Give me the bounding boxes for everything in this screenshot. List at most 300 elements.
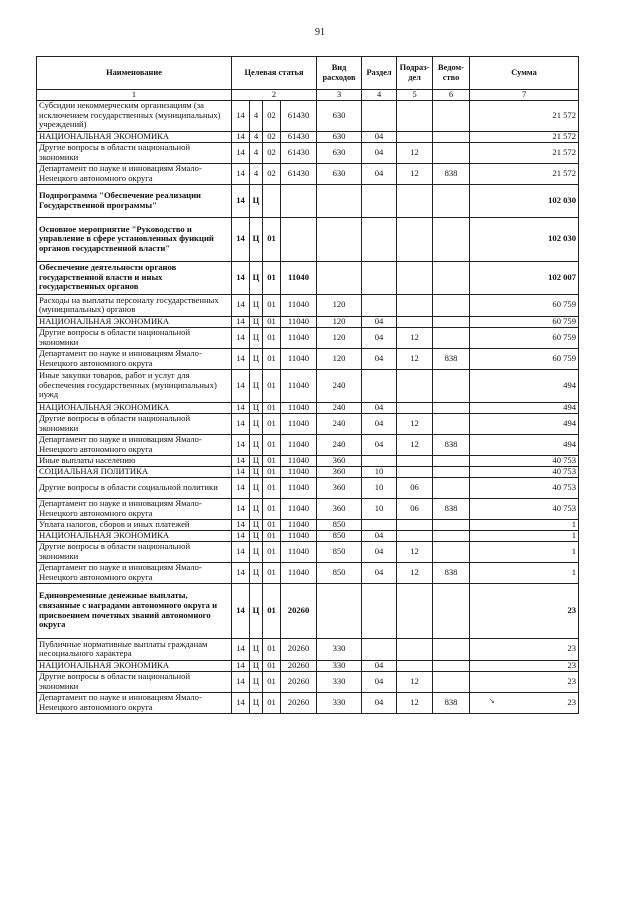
row-name: Публичные нормативные выплаты гражданам несоциального характера: [37, 638, 232, 660]
subsection-cell: [397, 530, 433, 541]
table-row: [37, 530, 579, 541]
row-name: Субсидии некоммерческим организациям (за исключением государственных (муниципальных) учреждений): [37, 100, 232, 131]
subsection-cell: 12: [397, 327, 433, 348]
row-name: Расходы на выплаты персоналу государственных (муниципальных) органов: [37, 294, 232, 316]
table-row: [37, 562, 579, 583]
expense-type-cell: 360: [317, 477, 362, 498]
target-code-direction: 11040: [281, 477, 317, 498]
table-row: [37, 369, 579, 402]
table-row: [37, 413, 579, 434]
sum-cell: 23: [470, 671, 579, 692]
header-sum: Сумма: [470, 57, 579, 90]
table-row: [37, 660, 579, 671]
target-code-program: 14: [232, 163, 250, 184]
target-code-subprogram: Ц: [250, 530, 263, 541]
table-row: [37, 131, 579, 142]
section-cell: 04: [362, 348, 397, 369]
department-cell: 838: [433, 348, 470, 369]
expense-type-cell: 120: [317, 327, 362, 348]
target-code-direction: 11040: [281, 498, 317, 519]
department-cell: [433, 369, 470, 402]
subsection-cell: [397, 455, 433, 466]
section-cell: 04: [362, 142, 397, 163]
department-cell: [433, 466, 470, 477]
expense-type-cell: [317, 184, 362, 217]
row-name: Основное мероприятие "Руководство и управление в сфере установленных функций органов государственной власти": [37, 217, 232, 261]
row-name: Департамент по науке и инновациям Ямало-Ненецкого автономного округа: [37, 562, 232, 583]
target-code-direction: 61430: [281, 100, 317, 131]
target-code-direction: 11040: [281, 519, 317, 530]
row-name: Департамент по науке и инновациям Ямало-Ненецкого автономного округа: [37, 163, 232, 184]
sum-cell: 21 572: [470, 142, 579, 163]
sum-cell: 23: [470, 583, 579, 638]
target-code-program: 14: [232, 583, 250, 638]
row-name: Другие вопросы в области национальной экономики: [37, 671, 232, 692]
sum-cell: 40 753: [470, 498, 579, 519]
target-code-activity: [263, 184, 281, 217]
section-cell: 04: [362, 660, 397, 671]
sum-cell: 1: [470, 541, 579, 562]
row-name: Департамент по науке и инновациям Ямало-Ненецкого автономного округа: [37, 692, 232, 713]
target-code-direction: 11040: [281, 455, 317, 466]
target-code-subprogram: Ц: [250, 562, 263, 583]
department-cell: [433, 261, 470, 294]
target-code-direction: 11040: [281, 348, 317, 369]
target-code-activity: 01: [263, 466, 281, 477]
table-row: [37, 541, 579, 562]
target-code-program: 14: [232, 466, 250, 477]
expense-type-cell: 630: [317, 163, 362, 184]
expense-type-cell: 630: [317, 100, 362, 131]
section-cell: [362, 184, 397, 217]
section-cell: [362, 583, 397, 638]
target-code-activity: 01: [263, 530, 281, 541]
department-cell: 838: [433, 562, 470, 583]
target-code-activity: 01: [263, 638, 281, 660]
department-cell: [433, 142, 470, 163]
target-code-subprogram: Ц: [250, 413, 263, 434]
section-cell: [362, 638, 397, 660]
table-row: [37, 184, 579, 217]
target-code-activity: 01: [263, 316, 281, 327]
target-code-subprogram: Ц: [250, 402, 263, 413]
subsection-cell: [397, 638, 433, 660]
row-name: НАЦИОНАЛЬНАЯ ЭКОНОМИКА: [37, 316, 232, 327]
expense-type-cell: 360: [317, 498, 362, 519]
department-cell: [433, 477, 470, 498]
table-row: [37, 294, 579, 316]
target-code-subprogram: Ц: [250, 660, 263, 671]
subsection-cell: [397, 466, 433, 477]
table-row: [37, 348, 579, 369]
row-name: Департамент по науке и инновациям Ямало-Ненецкого автономного округа: [37, 498, 232, 519]
section-cell: [362, 294, 397, 316]
subsection-cell: 12: [397, 348, 433, 369]
table-row: [37, 327, 579, 348]
target-code-activity: 01: [263, 519, 281, 530]
sum-cell: 60 759: [470, 294, 579, 316]
target-code-direction: 11040: [281, 434, 317, 455]
target-code-program: 14: [232, 100, 250, 131]
target-code-program: 14: [232, 455, 250, 466]
subsection-cell: [397, 660, 433, 671]
expense-type-cell: [317, 583, 362, 638]
row-name: Другие вопросы в области социальной политики: [37, 477, 232, 498]
sum-cell: 494: [470, 413, 579, 434]
expense-type-cell: 330: [317, 671, 362, 692]
section-cell: 04: [362, 402, 397, 413]
subsection-cell: 12: [397, 434, 433, 455]
column-index: 5: [397, 90, 433, 101]
target-code-direction: [281, 217, 317, 261]
section-cell: 04: [362, 131, 397, 142]
row-name: НАЦИОНАЛЬНАЯ ЭКОНОМИКА: [37, 131, 232, 142]
row-name: Единовременные денежные выплаты, связанные с наградами автономного округа и присвоением почетных званий автономного округа: [37, 583, 232, 638]
section-cell: 10: [362, 466, 397, 477]
section-cell: [362, 217, 397, 261]
target-code-direction: 11040: [281, 402, 317, 413]
sum-cell: 40 753: [470, 466, 579, 477]
expense-type-cell: 360: [317, 455, 362, 466]
department-cell: 838: [433, 692, 470, 713]
target-code-subprogram: Ц: [250, 261, 263, 294]
target-code-program: 14: [232, 692, 250, 713]
table-row: [37, 519, 579, 530]
sum-cell: 60 759: [470, 327, 579, 348]
section-cell: 04: [362, 692, 397, 713]
target-code-subprogram: Ц: [250, 369, 263, 402]
target-code-direction: 11040: [281, 261, 317, 294]
department-cell: [433, 638, 470, 660]
expense-type-cell: [317, 217, 362, 261]
target-code-subprogram: Ц: [250, 671, 263, 692]
target-code-direction: 11040: [281, 466, 317, 477]
sum-cell: 1: [470, 562, 579, 583]
sum-cell: 60 759: [470, 316, 579, 327]
expense-type-cell: 850: [317, 530, 362, 541]
department-cell: [433, 327, 470, 348]
column-index-row: [37, 90, 579, 101]
target-code-subprogram: 4: [250, 142, 263, 163]
target-code-program: 14: [232, 519, 250, 530]
target-code-direction: 61430: [281, 163, 317, 184]
target-code-direction: [281, 184, 317, 217]
row-name: Другие вопросы в области национальной экономики: [37, 541, 232, 562]
target-code-activity: 01: [263, 692, 281, 713]
department-cell: [433, 530, 470, 541]
table-row: [37, 142, 579, 163]
target-code-direction: 11040: [281, 541, 317, 562]
expense-type-cell: 330: [317, 638, 362, 660]
table-row: [37, 455, 579, 466]
target-code-direction: 11040: [281, 530, 317, 541]
target-code-program: 14: [232, 142, 250, 163]
target-code-program: 14: [232, 562, 250, 583]
table-row: [37, 402, 579, 413]
expense-type-cell: 330: [317, 660, 362, 671]
header-name: Наименование: [37, 57, 232, 90]
subsection-cell: [397, 316, 433, 327]
section-cell: [362, 261, 397, 294]
subsection-cell: [397, 131, 433, 142]
target-code-activity: 01: [263, 369, 281, 402]
target-code-subprogram: Ц: [250, 348, 263, 369]
sum-cell: 102 030: [470, 217, 579, 261]
row-name: Другие вопросы в области национальной экономики: [37, 327, 232, 348]
target-code-subprogram: Ц: [250, 519, 263, 530]
target-code-activity: 01: [263, 294, 281, 316]
row-name: НАЦИОНАЛЬНАЯ ЭКОНОМИКА: [37, 402, 232, 413]
target-code-activity: 02: [263, 100, 281, 131]
expense-type-cell: 120: [317, 294, 362, 316]
expense-type-cell: 630: [317, 131, 362, 142]
target-code-activity: 01: [263, 402, 281, 413]
column-index: 3: [317, 90, 362, 101]
target-code-program: 14: [232, 660, 250, 671]
target-code-activity: 01: [263, 327, 281, 348]
target-code-subprogram: Ц: [250, 638, 263, 660]
table-row: [37, 477, 579, 498]
subsection-cell: 12: [397, 671, 433, 692]
table-row: [37, 316, 579, 327]
row-name: Другие вопросы в области национальной экономики: [37, 142, 232, 163]
target-code-subprogram: Ц: [250, 217, 263, 261]
row-name: НАЦИОНАЛЬНАЯ ЭКОНОМИКА: [37, 660, 232, 671]
target-code-direction: 20260: [281, 692, 317, 713]
section-cell: 10: [362, 477, 397, 498]
expense-type-cell: 630: [317, 142, 362, 163]
sum-cell: 40 753: [470, 455, 579, 466]
target-code-program: 14: [232, 671, 250, 692]
target-code-direction: 11040: [281, 327, 317, 348]
row-name: НАЦИОНАЛЬНАЯ ЭКОНОМИКА: [37, 530, 232, 541]
target-code-program: 14: [232, 369, 250, 402]
subsection-cell: [397, 583, 433, 638]
target-code-activity: 02: [263, 131, 281, 142]
department-cell: [433, 402, 470, 413]
table-row: [37, 100, 579, 131]
target-code-activity: 02: [263, 142, 281, 163]
department-cell: [433, 294, 470, 316]
section-cell: 04: [362, 413, 397, 434]
department-cell: [433, 100, 470, 131]
target-code-activity: 01: [263, 498, 281, 519]
expense-type-cell: 360: [317, 466, 362, 477]
column-index: 4: [362, 90, 397, 101]
expense-type-cell: 240: [317, 369, 362, 402]
column-index: 1: [37, 90, 232, 101]
header-subsection: Подраз-дел: [397, 57, 433, 90]
table-row: [37, 498, 579, 519]
sum-cell: 21 572: [470, 131, 579, 142]
expense-type-cell: 850: [317, 519, 362, 530]
target-code-direction: 20260: [281, 638, 317, 660]
budget-table: [36, 56, 579, 714]
target-code-subprogram: Ц: [250, 434, 263, 455]
target-code-program: 14: [232, 261, 250, 294]
department-cell: 838: [433, 498, 470, 519]
row-name: Обеспечение деятельности органов государственной власти и иных государственных органов: [37, 261, 232, 294]
page-number: 91: [315, 27, 325, 38]
subsection-cell: 12: [397, 413, 433, 434]
row-name: Уплата налогов, сборов и иных платежей: [37, 519, 232, 530]
target-code-subprogram: Ц: [250, 477, 263, 498]
column-index: 6: [433, 90, 470, 101]
target-code-activity: 02: [263, 163, 281, 184]
section-cell: 04: [362, 327, 397, 348]
target-code-program: 14: [232, 217, 250, 261]
expense-type-cell: 240: [317, 434, 362, 455]
department-cell: [433, 316, 470, 327]
target-code-subprogram: 4: [250, 131, 263, 142]
target-code-direction: 11040: [281, 369, 317, 402]
table-row: [37, 217, 579, 261]
table-row: [37, 583, 579, 638]
subsection-cell: 12: [397, 142, 433, 163]
sum-cell: 23: [470, 660, 579, 671]
row-name: Подпрограмма "Обеспечение реализации Государственной программы": [37, 184, 232, 217]
target-code-program: 14: [232, 327, 250, 348]
sum-cell: 494: [470, 369, 579, 402]
sum-cell: 23: [470, 692, 579, 713]
section-cell: 04: [362, 434, 397, 455]
target-code-activity: 01: [263, 671, 281, 692]
expense-type-cell: 240: [317, 413, 362, 434]
department-cell: [433, 455, 470, 466]
expense-type-cell: 330: [317, 692, 362, 713]
expense-type-cell: 240: [317, 402, 362, 413]
subsection-cell: 12: [397, 692, 433, 713]
sum-cell: 494: [470, 402, 579, 413]
target-code-activity: 01: [263, 562, 281, 583]
expense-type-cell: [317, 261, 362, 294]
target-code-activity: 01: [263, 541, 281, 562]
target-code-direction: 11040: [281, 294, 317, 316]
target-code-subprogram: Ц: [250, 294, 263, 316]
department-cell: [433, 671, 470, 692]
sum-cell: 1: [470, 519, 579, 530]
target-code-subprogram: Ц: [250, 184, 263, 217]
sum-cell: 40 753: [470, 477, 579, 498]
target-code-subprogram: 4: [250, 100, 263, 131]
sum-cell: 21 572: [470, 100, 579, 131]
header-expense-type: Вид расходов: [317, 57, 362, 90]
target-code-activity: 01: [263, 217, 281, 261]
section-cell: 04: [362, 316, 397, 327]
target-code-program: 14: [232, 638, 250, 660]
target-code-direction: 20260: [281, 671, 317, 692]
department-cell: [433, 660, 470, 671]
column-index: 7: [470, 90, 579, 101]
section-cell: 04: [362, 541, 397, 562]
section-cell: [362, 519, 397, 530]
target-code-program: 14: [232, 131, 250, 142]
target-code-subprogram: Ц: [250, 498, 263, 519]
target-code-activity: 01: [263, 477, 281, 498]
target-code-subprogram: Ц: [250, 583, 263, 638]
stray-mark-icon: ↘: [489, 697, 495, 705]
target-code-direction: 11040: [281, 316, 317, 327]
section-cell: 04: [362, 163, 397, 184]
target-code-direction: 11040: [281, 413, 317, 434]
expense-type-cell: 850: [317, 562, 362, 583]
subsection-cell: 12: [397, 163, 433, 184]
row-name: Иные выплаты населению: [37, 455, 232, 466]
department-cell: [433, 583, 470, 638]
target-code-program: 14: [232, 541, 250, 562]
department-cell: [433, 217, 470, 261]
table-row: [37, 466, 579, 477]
sum-cell: 23: [470, 638, 579, 660]
subsection-cell: 06: [397, 477, 433, 498]
expense-type-cell: 120: [317, 316, 362, 327]
target-code-activity: 01: [263, 261, 281, 294]
subsection-cell: [397, 217, 433, 261]
department-cell: [433, 131, 470, 142]
subsection-cell: [397, 184, 433, 217]
target-code-direction: 20260: [281, 660, 317, 671]
target-code-program: 14: [232, 184, 250, 217]
section-cell: [362, 369, 397, 402]
target-code-subprogram: Ц: [250, 692, 263, 713]
target-code-program: 14: [232, 316, 250, 327]
sum-cell: 102 007: [470, 261, 579, 294]
table-header: [37, 57, 579, 101]
row-name: Департамент по науке и инновациям Ямало-Ненецкого автономного округа: [37, 348, 232, 369]
row-name: Иные закупки товаров, работ и услуг для обеспечения государственных (муниципальных) нужд: [37, 369, 232, 402]
target-code-subprogram: Ц: [250, 327, 263, 348]
department-cell: [433, 413, 470, 434]
table-row: [37, 671, 579, 692]
table-row: [37, 434, 579, 455]
table-body: [37, 100, 579, 713]
section-cell: 04: [362, 530, 397, 541]
header-section: Раздел: [362, 57, 397, 90]
section-cell: 10: [362, 498, 397, 519]
section-cell: [362, 455, 397, 466]
target-code-activity: 01: [263, 660, 281, 671]
department-cell: 838: [433, 163, 470, 184]
expense-type-cell: 120: [317, 348, 362, 369]
target-code-direction: 20260: [281, 583, 317, 638]
target-code-activity: 01: [263, 455, 281, 466]
sum-cell: 1: [470, 530, 579, 541]
target-code-subprogram: Ц: [250, 316, 263, 327]
section-cell: 04: [362, 671, 397, 692]
department-cell: [433, 541, 470, 562]
target-code-program: 14: [232, 498, 250, 519]
department-cell: [433, 184, 470, 217]
header-target: Целевая статья: [232, 57, 317, 90]
department-cell: 838: [433, 434, 470, 455]
target-code-program: 14: [232, 413, 250, 434]
target-code-program: 14: [232, 434, 250, 455]
target-code-subprogram: 4: [250, 163, 263, 184]
table-row: [37, 261, 579, 294]
target-code-program: 14: [232, 294, 250, 316]
section-cell: [362, 100, 397, 131]
table-row: [37, 638, 579, 660]
department-cell: [433, 519, 470, 530]
table-row: [37, 692, 579, 713]
target-code-activity: 01: [263, 583, 281, 638]
subsection-cell: 12: [397, 541, 433, 562]
column-index: 2: [232, 90, 317, 101]
target-code-program: 14: [232, 530, 250, 541]
target-code-program: 14: [232, 348, 250, 369]
target-code-program: 14: [232, 402, 250, 413]
subsection-cell: [397, 261, 433, 294]
